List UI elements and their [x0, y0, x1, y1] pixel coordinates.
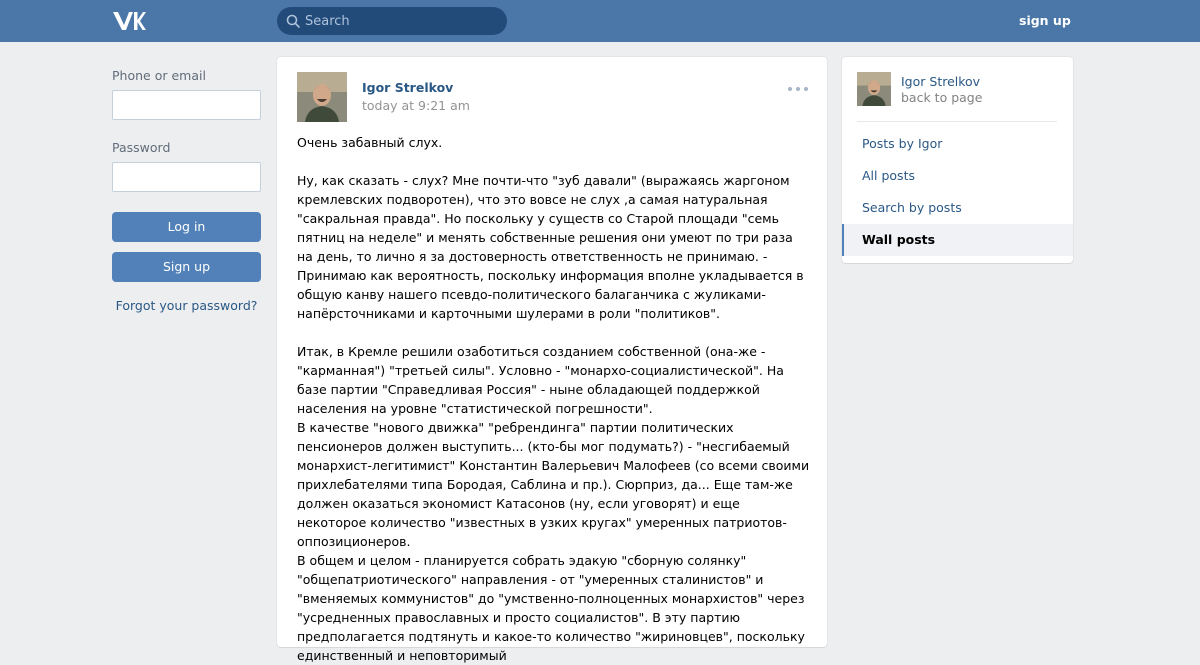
search-icon [286, 14, 300, 28]
post-paragraph: Очень забавный слух. [297, 135, 443, 150]
phone-field[interactable] [112, 90, 261, 120]
profile-name-link[interactable]: Igor Strelkov [901, 74, 981, 89]
forgot-password-link[interactable]: Forgot your password? [115, 298, 258, 313]
avatar[interactable] [857, 72, 891, 106]
post-card [277, 57, 827, 663]
post-time[interactable]: today at 9:21 am [362, 98, 470, 113]
post-text [297, 133, 812, 665]
post-paragraph: Ну, как сказать - слух? Мне почти-что "зуб давали" (выражаясь жаргоном кремлевских подворотен), что это вовсе не слух ,а самая натуральная "сакральная правда". Но поскольку у существ со Старой площади "семь пятниц на неделе" и менять собственные решения они умеют по три раза на день, то лично я за достоверность ответственность не принимаю. - Принимаю как вероятность, поскольку информация вполне укладывается в общую канву нашего псевдо-политического балаганчика с жуликами-напёрсточниками и карточными шулерами в роли "политиков". [297, 173, 804, 321]
signup-button[interactable]: Sign up [112, 252, 261, 282]
signup-link[interactable]: sign up [1019, 13, 1071, 28]
menu-item-posts-by-igor[interactable]: Posts by Igor [862, 136, 943, 151]
side-menu [842, 128, 1073, 256]
post-paragraph: Итак, в Кремле решили озаботиться созданием собственной (она-же - "карманная") "третьей силы". Условно - "монархо-социалистической". На базе партии "Справедливая Россия" - ныне обладающей поддержкой населения на уровне "статистической погрешности". [297, 344, 784, 416]
vk-logo-icon[interactable] [112, 10, 146, 32]
top-bar [0, 0, 1200, 42]
menu-item-all-posts[interactable]: All posts [862, 168, 915, 183]
divider [857, 121, 1057, 122]
search-box[interactable] [277, 7, 507, 35]
menu-item-wall-posts[interactable]: Wall posts [842, 224, 1073, 256]
more-options-icon[interactable] [786, 82, 810, 96]
password-label: Password [112, 140, 171, 155]
password-field[interactable] [112, 162, 261, 192]
post-author[interactable]: Igor Strelkov [362, 80, 454, 95]
side-menu-card [842, 57, 1073, 263]
menu-item-search-by-posts[interactable]: Search by posts [862, 200, 962, 215]
search-input[interactable] [305, 7, 501, 35]
phone-label: Phone or email [112, 68, 206, 83]
post-paragraph: В общем и целом - планируется собрать эдакую "сборную солянку" "общепатриотического" направления - от "умеренных сталинистов" и "вменяемых коммунистов" до "умственно-полноценных монархистов" через "усредненных православных и просто социалистов". В эту партию предполагается подтянуть и какое-то количество "жириновцев", поскольку единственный и неповторимый [297, 553, 805, 663]
avatar[interactable] [297, 72, 347, 122]
login-form [112, 68, 261, 313]
login-button[interactable]: Log in [112, 212, 261, 242]
post-paragraph: В качестве "нового движка" "ребрендинга" партии политических пенсионеров должен выступить... (кто-бы мог подумать?) - "несгибаемый монархист-легитимист" Константин Валерьевич Малофеев (со всеми своими прихлебателями типа Бородая, Саблина и пр.). Сюрприз, да... Еще там-же должен оказаться экономист Катасонов (ну, если уговорят) и еще некоторое количество "известных в узких кругах" умеренных патриотов-оппозиционеров. [297, 420, 810, 549]
back-to-page-link[interactable]: back to page [901, 90, 983, 105]
